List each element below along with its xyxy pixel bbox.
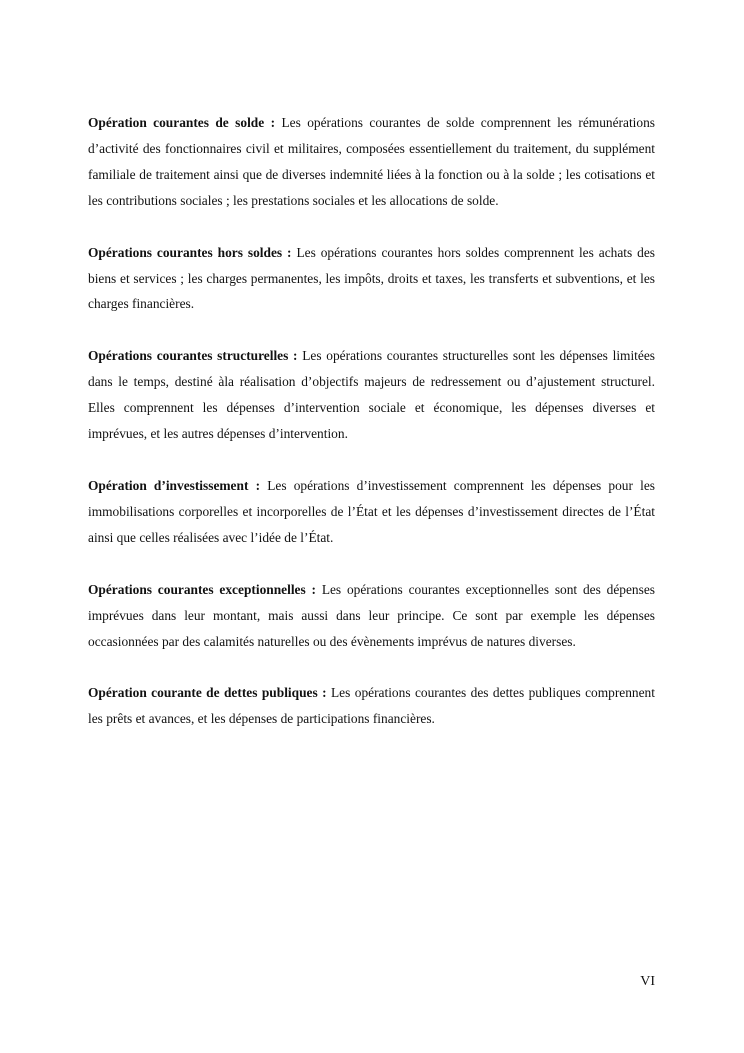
definition-operations-structurelles xyxy=(88,343,655,447)
definition-text: Les opérations courantes des dettes publiques comprennent les prêts et avances, et les dépenses de participations financières. xyxy=(88,685,655,727)
definition-text: Les opérations courantes structurelles sont les dépenses limitées dans le temps, destiné àla réalisation d’objectifs majeurs de redressement ou d’ajustement structurel. Elles comprennent les dépenses d’intervention sociale et économique, les dépenses diverses et imprévues, et les autres dépenses d’intervention. xyxy=(88,348,655,442)
definition-term: Opérations courantes hors soldes : xyxy=(88,244,292,260)
definition-text: Les opérations courantes exceptionnelles sont des dépenses imprévues dans leur montant, mais aussi dans leur principe. Ce sont par exemple les dépenses occasionnées par des calamités naturelles ou des évènements imprévus de natures diverses. xyxy=(88,581,655,649)
definition-term: Opérations courantes exceptionnelles : xyxy=(88,581,316,597)
definition-term: Opération d’investissement : xyxy=(88,477,261,493)
definition-operations-hors-soldes xyxy=(88,240,655,318)
definition-term: Opération courantes de solde : xyxy=(88,115,276,130)
definition-text: Les opérations d’investissement comprennent les dépenses pour les immobilisations corporelles et incorporelles de l’État et les dépenses d’investissement directes de l’État ainsi que celles réalisées avec l’idée de l’État. xyxy=(88,477,655,545)
definition-text: Les opérations courantes de solde comprennent les rémunérations d’activité des fonctionnaires civil et militaires, composées essentiellement du traitement, du supplément familiale de traitement ainsi que de diverses indemnité liées à la fonction ou à la solde ; les cotisations et les contributions sociales ; les prestations sociales et les allocations de solde. xyxy=(88,115,655,208)
definition-term: Opération courante de dettes publiques : xyxy=(88,685,327,701)
page-number: VI xyxy=(640,974,655,989)
definition-term: Opérations courantes structurelles : xyxy=(88,348,298,364)
definition-operation-dettes-publiques xyxy=(88,680,655,732)
definition-operations-exceptionnelles xyxy=(88,577,655,655)
definition-operation-investissement xyxy=(88,473,655,551)
definition-operations-solde xyxy=(88,110,655,214)
page-content xyxy=(88,110,655,758)
definition-text: Les opérations courantes hors soldes comprennent les achats des biens et services ; les charges permanentes, les impôts, droits et taxes, les transferts et subventions, et les charges financières. xyxy=(88,244,655,312)
